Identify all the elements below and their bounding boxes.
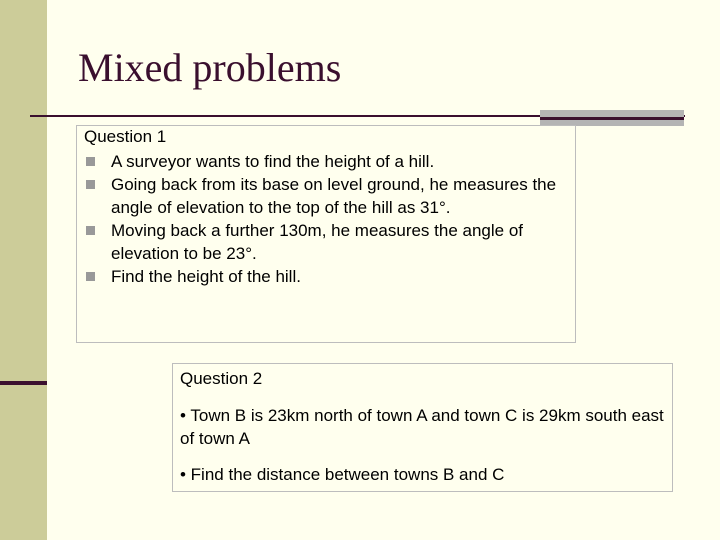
- question-2-heading: Question 2: [180, 369, 263, 388]
- question-1-bullet-text: Find the height of the hill.: [111, 267, 301, 286]
- question-1-bullet-text: A surveyor wants to find the height of a hill.: [111, 152, 435, 171]
- question-1-bullet-text: Going back from its base on level ground, he measures the angle of elevation to the top of the hill as 31°.: [111, 175, 557, 217]
- question-1-bullet-text: Moving back a further 130m, he measures the angle of elevation to be 23°.: [111, 221, 524, 263]
- title-underline-accent: [540, 117, 684, 120]
- square-bullet-icon: [86, 157, 95, 166]
- question-2-statement: • Town B is 23km north of town A and town C is 29km south east of town A: [180, 406, 664, 448]
- question-1-bullet: [84, 150, 574, 173]
- left-accent-tick: [0, 381, 47, 385]
- question-1-bullet-list: [84, 150, 574, 288]
- question-1-heading: Question 1: [84, 127, 167, 146]
- square-bullet-icon: [86, 180, 95, 189]
- left-decorative-bar: [0, 0, 47, 540]
- question-2-task: • Find the distance between towns B and C: [180, 465, 505, 484]
- square-bullet-icon: [86, 272, 95, 281]
- question-1-bullet: [84, 173, 574, 219]
- slide-title: Mixed problems: [78, 45, 342, 90]
- question-1-bullet: [84, 219, 574, 265]
- square-bullet-icon: [86, 226, 95, 235]
- question-1-bullet: [84, 265, 574, 288]
